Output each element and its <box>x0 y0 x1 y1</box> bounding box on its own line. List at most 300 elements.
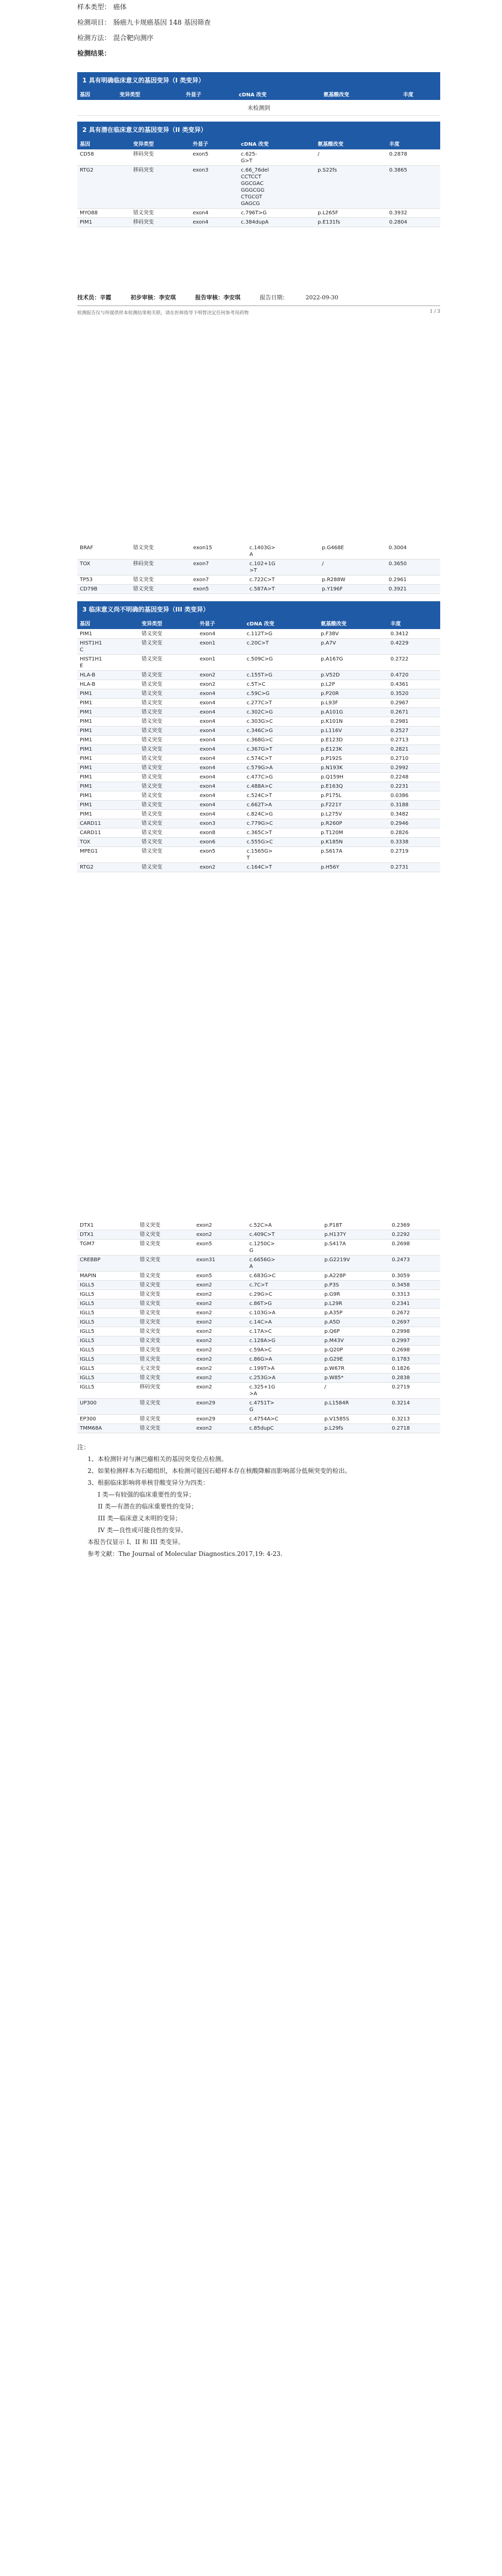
variant-cell: c.29G>C <box>247 1290 322 1299</box>
reference: 参考文献：The Journal of Molecular Diagnostics.2017,19: 4-23. <box>88 1550 283 1557</box>
variant-cell: p.Q20P <box>322 1346 389 1355</box>
variant-cell: 错义突变 <box>139 689 197 699</box>
column-header: 基因 <box>77 138 131 150</box>
variant-cell: c.103G>A <box>247 1309 322 1318</box>
variant-cell: 0.2719 <box>388 847 440 863</box>
variant-cell: c.1565G> T <box>244 847 318 863</box>
variant-cell: p.Q6P <box>322 1327 389 1336</box>
variant-row <box>77 736 440 745</box>
variant-cell: c.7C>T <box>247 1281 322 1290</box>
variant-row <box>77 1364 440 1374</box>
section1-title: 1 具有明确临床意义的基因变异（I 类变异） <box>77 72 440 88</box>
variant-cell: 错义突变 <box>137 1346 194 1355</box>
variant-cell: 错义突变 <box>139 754 197 764</box>
variant-cell: exon6 <box>197 838 244 847</box>
section2-table <box>77 138 440 227</box>
variant-row <box>77 575 440 585</box>
variant-cell: c.409C>T <box>247 1230 322 1240</box>
variant-cell: HIST1H1 C <box>77 639 139 655</box>
variant-cell: 0.3188 <box>388 801 440 810</box>
variant-cell: 错义突变 <box>139 680 197 689</box>
variant-cell: 0.2967 <box>388 699 440 708</box>
variant-cell: c.164C>T <box>244 863 318 872</box>
variant-cell: c.722C>T <box>247 575 320 585</box>
variant-cell: exon4 <box>197 773 244 782</box>
sample-type-label: 样本类型： <box>77 4 111 11</box>
variant-cell: TOX <box>77 560 130 575</box>
section3-table <box>77 617 440 872</box>
variant-cell: exon4 <box>197 745 244 754</box>
variant-row <box>77 655 440 671</box>
variant-cell: HIST1H1 E <box>77 655 139 671</box>
variant-cell: c.779G>C <box>244 819 318 828</box>
variant-cell: 0.2713 <box>388 736 440 745</box>
variant-cell: c.683G>C <box>247 1272 322 1281</box>
variant-cell: 0.2672 <box>389 1309 440 1318</box>
variant-cell: PIM1 <box>77 699 139 708</box>
variant-cell: CREBBP <box>77 1256 137 1272</box>
variant-cell: PIM1 <box>77 745 139 754</box>
variant-cell: c.477C>G <box>244 773 318 782</box>
variant-cell: IGLL5 <box>77 1364 137 1374</box>
variant-row <box>77 1309 440 1318</box>
variant-cell: 错义突变 <box>139 801 197 810</box>
variant-row <box>77 639 440 655</box>
variant-cell: RTG2 <box>77 863 139 872</box>
table-header <box>77 88 440 100</box>
variant-cell: exon4 <box>197 726 244 736</box>
variant-cell: exon4 <box>197 736 244 745</box>
column-header: cDNA 改变 <box>238 138 315 150</box>
variant-cell: 0.4720 <box>388 671 440 680</box>
variant-cell: exon2 <box>194 1281 247 1290</box>
variant-cell: c.59A>C <box>247 1346 322 1355</box>
variant-cell: IGLL5 <box>77 1281 137 1290</box>
variant-cell: IGLL5 <box>77 1374 137 1383</box>
variant-cell: p.A35P <box>322 1309 389 1318</box>
variant-row <box>77 773 440 782</box>
note-item: IV 类—良性或可能良性的变异。 <box>98 1527 187 1534</box>
variant-cell: BRAF <box>77 544 130 560</box>
variant-cell: TMM68A <box>77 1424 137 1433</box>
variant-cell: exon4 <box>190 218 238 227</box>
variant-cell: 错义突变 <box>139 736 197 745</box>
variant-cell: exon5 <box>191 585 247 594</box>
column-header: cDNA 改变 <box>236 88 321 100</box>
variant-cell: IGLL5 <box>77 1383 137 1399</box>
variant-cell: IGLL5 <box>77 1327 137 1336</box>
column-header: 外显子 <box>197 617 244 630</box>
variant-cell: 0.2981 <box>388 717 440 726</box>
variant-cell: p.N193K <box>318 764 388 773</box>
variant-cell: exon5 <box>197 847 244 863</box>
variant-cell: 0.2671 <box>388 708 440 717</box>
variant-cell: p.R260P <box>318 819 388 828</box>
column-header: 氨基酸改变 <box>315 138 387 150</box>
variant-cell: 错义突变 <box>139 745 197 754</box>
report-date: 报告日期： 2022-09-30 <box>259 294 338 301</box>
variant-cell: IGLL5 <box>77 1290 137 1299</box>
variant-cell: c.1403G> A <box>247 544 320 560</box>
variant-cell: p.L2P <box>318 680 388 689</box>
variant-cell: exon7 <box>191 575 247 585</box>
variant-cell: exon4 <box>197 717 244 726</box>
variant-cell: c.14C>A <box>247 1318 322 1327</box>
variant-row <box>77 1355 440 1364</box>
variant-row <box>77 1424 440 1433</box>
variant-cell: 错义突变 <box>139 847 197 863</box>
tester: 技术员：辛霞 <box>77 294 111 301</box>
variant-cell: p.P20R <box>318 689 388 699</box>
variant-cell: exon2 <box>194 1221 247 1230</box>
variant-cell: exon29 <box>194 1415 247 1424</box>
variant-cell: p.P175L <box>318 791 388 801</box>
variant-cell: 错义突变 <box>137 1336 194 1346</box>
variant-cell: 错义突变 <box>137 1290 194 1299</box>
variant-cell: 错义突变 <box>139 810 197 819</box>
variant-cell: PIM1 <box>77 791 139 801</box>
notes-label: 注： <box>77 1444 90 1451</box>
variant-cell: TOX <box>77 838 139 847</box>
variant-cell: IGLL5 <box>77 1336 137 1346</box>
variant-cell: p.A5D <box>322 1318 389 1327</box>
variant-cell: c.796T>G <box>238 209 315 218</box>
variant-cell: p.H56Y <box>318 863 388 872</box>
variant-cell: 错义突变 <box>137 1240 194 1256</box>
variant-cell: c.367G>T <box>244 745 318 754</box>
variant-cell: 0.2992 <box>388 764 440 773</box>
variant-row <box>77 1230 440 1240</box>
variant-cell: 移码突变 <box>131 218 191 227</box>
variant-row <box>77 1415 440 1424</box>
variant-cell: c.4754A>C <box>247 1415 322 1424</box>
variant-cell: IGLL5 <box>77 1346 137 1355</box>
column-header: 变异类型 <box>139 617 197 630</box>
variant-cell: 0.2826 <box>388 828 440 838</box>
variant-cell: 0.2821 <box>388 745 440 754</box>
variant-cell: CARD11 <box>77 828 139 838</box>
note-item: II 类—有潜在的临床重要性的变异； <box>98 1503 198 1510</box>
variant-row <box>77 1327 440 1336</box>
variant-cell: 0.2698 <box>389 1240 440 1256</box>
variant-cell: c.509C>G <box>244 655 318 671</box>
variant-cell: p.G29E <box>322 1355 389 1364</box>
variant-cell: c.6656G> A <box>247 1256 322 1272</box>
column-header: 基因 <box>77 88 117 100</box>
project-value: 肠癌九卡规癌基因 148 基因筛查 <box>113 19 211 27</box>
variant-cell: p.K185N <box>318 838 388 847</box>
variant-cell: p.Y196F <box>319 585 386 594</box>
column-header: 丰度 <box>387 138 440 150</box>
variant-row <box>77 1272 440 1281</box>
variant-cell: 0.1783 <box>389 1355 440 1364</box>
variant-row <box>77 218 440 227</box>
variant-row <box>77 1256 440 1272</box>
variant-cell: c.524C>T <box>244 791 318 801</box>
variant-cell: p.E131fs <box>315 218 387 227</box>
variant-cell: p.K101N <box>318 717 388 726</box>
variant-row <box>77 708 440 717</box>
variant-row <box>77 585 440 594</box>
variant-cell: 0.3520 <box>388 689 440 699</box>
variant-cell: c.102+1G >T <box>247 560 320 575</box>
reviewer: 初步审核：李安琪 <box>130 294 176 301</box>
variant-cell: exon5 <box>190 150 238 166</box>
variant-cell: 0.2341 <box>389 1299 440 1309</box>
variant-cell: IGLL5 <box>77 1299 137 1309</box>
variant-row <box>77 544 440 560</box>
variant-cell: 0.3412 <box>388 630 440 639</box>
variant-cell: exon2 <box>194 1290 247 1299</box>
column-header: cDNA 改变 <box>244 617 318 630</box>
variant-cell: exon2 <box>194 1383 247 1399</box>
variant-cell: 错义突变 <box>130 544 191 560</box>
variant-cell: 0.0386 <box>388 791 440 801</box>
variant-cell: RTG2 <box>77 166 131 209</box>
variant-row <box>77 150 440 166</box>
variant-cell: 0.2878 <box>387 150 440 166</box>
variant-cell: PIM1 <box>77 764 139 773</box>
variant-cell: PIM1 <box>77 708 139 717</box>
variant-row <box>77 726 440 736</box>
variant-cell: 错义突变 <box>137 1230 194 1240</box>
variant-cell: 0.4361 <box>388 680 440 689</box>
variant-cell: 错义突变 <box>137 1399 194 1415</box>
variant-cell: p.P192S <box>318 754 388 764</box>
variant-cell: p.E123K <box>318 745 388 754</box>
notes <box>77 1442 440 1560</box>
variant-cell: 0.2838 <box>389 1374 440 1383</box>
variant-cell: p.V52D <box>318 671 388 680</box>
variant-cell: c.1250C> G <box>247 1240 322 1256</box>
variant-row <box>77 1290 440 1299</box>
variant-cell: exon4 <box>197 699 244 708</box>
variant-cell: 0.2731 <box>388 863 440 872</box>
variant-cell: PIM1 <box>77 726 139 736</box>
variant-row <box>77 828 440 838</box>
variant-cell: exon2 <box>197 671 244 680</box>
sample-type-value: 癌体 <box>113 4 127 11</box>
variant-cell: exon2 <box>194 1309 247 1318</box>
variant-row <box>77 791 440 801</box>
variant-cell: 0.2231 <box>388 782 440 791</box>
variant-cell: EP300 <box>77 1415 137 1424</box>
variant-cell: c.488A>C <box>244 782 318 791</box>
section2-continued-table <box>77 544 440 594</box>
variant-cell: 错义突变 <box>131 209 191 218</box>
variant-cell: 0.2997 <box>389 1336 440 1346</box>
variant-cell: DTX1 <box>77 1221 137 1230</box>
variant-cell: exon5 <box>194 1240 247 1256</box>
variant-row <box>77 1240 440 1256</box>
variant-cell: p.P3S <box>322 1281 389 1290</box>
variant-cell: 0.1826 <box>389 1364 440 1374</box>
section1-none: 未检测到 <box>77 100 440 116</box>
variant-cell: c.199T>A <box>247 1364 322 1374</box>
variant-cell: PIM1 <box>77 773 139 782</box>
variant-row <box>77 699 440 708</box>
note-item: III 类—临床意义未明的变异； <box>98 1515 182 1522</box>
variant-cell: 错义突变 <box>137 1221 194 1230</box>
variant-cell: exon2 <box>194 1336 247 1346</box>
variant-cell: exon1 <box>197 639 244 655</box>
variant-cell: 移码突变 <box>131 166 191 209</box>
variant-cell: p.E123D <box>318 736 388 745</box>
variant-cell: c.365C>T <box>244 828 318 838</box>
variant-row <box>77 847 440 863</box>
variant-cell: 0.2292 <box>389 1230 440 1240</box>
variant-cell: 错义突变 <box>137 1318 194 1327</box>
column-header: 外显子 <box>183 88 236 100</box>
variant-cell: IGLL5 <box>77 1318 137 1327</box>
variant-cell: c.277C>T <box>244 699 318 708</box>
variant-row <box>77 782 440 791</box>
variant-cell: exon4 <box>197 754 244 764</box>
variant-row <box>77 1221 440 1230</box>
variant-cell: MPEG1 <box>77 847 139 863</box>
notes-list <box>77 1453 440 1548</box>
variant-cell: p.G468E <box>319 544 386 560</box>
variant-cell: p.L275V <box>318 810 388 819</box>
column-header: 变异类型 <box>117 88 183 100</box>
variant-cell: PIM1 <box>77 218 131 227</box>
variant-cell: c.384dupA <box>238 218 315 227</box>
variant-row <box>77 764 440 773</box>
variant-cell: 移码突变 <box>131 150 191 166</box>
note-item: 2、如果检测样本为石蜡组织，本检测可能因石蜡样本存在核酸降解而影响部分低频突变的检出。 <box>88 1467 351 1475</box>
variant-cell: IGLL5 <box>77 1355 137 1364</box>
variant-cell: c.574C>T <box>244 754 318 764</box>
variant-cell: / <box>322 1383 389 1399</box>
variant-cell: PIM1 <box>77 630 139 639</box>
variant-cell: 0.2473 <box>389 1256 440 1272</box>
footer-text: 检测报告仅与所提供样本检测结果相关联，请在医师指导下明智决定任何参考用药物 <box>77 311 249 316</box>
variant-cell: CARD11 <box>77 819 139 828</box>
sample-type-row <box>77 0 440 15</box>
variant-cell: PIM1 <box>77 754 139 764</box>
note-item: 1、本检测针对与淋巴瘤相关的基因突变位点检测。 <box>88 1455 228 1463</box>
sample-info <box>77 0 440 62</box>
variant-row <box>77 838 440 847</box>
variant-cell: p.L116V <box>318 726 388 736</box>
variant-cell: 错义突变 <box>139 671 197 680</box>
signature-line <box>77 293 440 301</box>
variant-cell: p.H137Y <box>322 1230 389 1240</box>
variant-cell: 错义突变 <box>139 828 197 838</box>
variant-cell: 0.3313 <box>389 1290 440 1299</box>
variant-cell: exon2 <box>194 1299 247 1309</box>
variant-cell: 错义突变 <box>139 773 197 782</box>
variant-cell: 0.3650 <box>386 560 440 575</box>
variant-cell: c.253G>A <box>247 1374 322 1383</box>
variant-cell: 0.3214 <box>389 1399 440 1415</box>
variant-cell: exon2 <box>194 1374 247 1383</box>
variant-cell: p.A228P <box>322 1272 389 1281</box>
variant-cell: c.325+1G >A <box>247 1383 322 1399</box>
variant-cell: c.5T>C <box>244 680 318 689</box>
note-item: 本报告仅显示 I、II 和 III 类变异。 <box>88 1538 184 1546</box>
variant-cell: UP300 <box>77 1399 137 1415</box>
variant-cell: c.625- G>T <box>238 150 315 166</box>
variant-cell: 0.3004 <box>386 544 440 560</box>
result-label: 检测结果： <box>77 50 111 58</box>
variant-row <box>77 819 440 828</box>
variant-cell: 错义突变 <box>137 1355 194 1364</box>
variant-cell: / <box>319 560 386 575</box>
variant-cell: IGLL5 <box>77 1309 137 1318</box>
variant-row <box>77 1399 440 1415</box>
variant-cell: exon2 <box>194 1424 247 1433</box>
variant-cell: 错义突变 <box>139 819 197 828</box>
section2-title: 2 具有潜在临床意义的基因变异（II 类变异） <box>77 122 440 138</box>
variant-cell: 错义突变 <box>139 639 197 655</box>
approver: 报告审核：李安琪 <box>195 294 240 301</box>
variant-cell: 错义突变 <box>139 717 197 726</box>
variant-cell: p.G2219V <box>322 1256 389 1272</box>
variant-cell: 错义突变 <box>139 630 197 639</box>
variant-cell: c.303G>C <box>244 717 318 726</box>
variant-cell: exon4 <box>190 209 238 218</box>
variant-cell: p.V1585S <box>322 1415 389 1424</box>
variant-cell: exon7 <box>191 560 247 575</box>
variant-cell: MYO88 <box>77 209 131 218</box>
variant-cell: PIM1 <box>77 782 139 791</box>
variant-row <box>77 689 440 699</box>
variant-cell: p.A101G <box>318 708 388 717</box>
variant-cell: PIM1 <box>77 801 139 810</box>
project-row <box>77 15 440 31</box>
variant-cell: exon2 <box>194 1318 247 1327</box>
variant-cell: 错义突变 <box>137 1424 194 1433</box>
variant-cell: exon2 <box>194 1327 247 1336</box>
variant-cell: PIM1 <box>77 689 139 699</box>
variant-cell: 0.2804 <box>387 218 440 227</box>
variant-row <box>77 1336 440 1346</box>
variant-cell: PIM1 <box>77 717 139 726</box>
column-header: 基因 <box>77 617 139 630</box>
variant-cell: exon4 <box>197 630 244 639</box>
variant-row <box>77 209 440 218</box>
variant-cell: exon8 <box>197 828 244 838</box>
note-item: I 类—有较强的临床重要性的变异； <box>98 1491 195 1498</box>
variant-cell: HLA-B <box>77 671 139 680</box>
variant-cell: c.346C>G <box>244 726 318 736</box>
variant-cell: 错义突变 <box>137 1272 194 1281</box>
variant-cell: PIM1 <box>77 736 139 745</box>
section3-title: 3 临床意义尚不明确的基因变异（III 类变异） <box>77 601 440 617</box>
variant-cell: 错义突变 <box>139 791 197 801</box>
variant-cell: HLA-B <box>77 680 139 689</box>
method-label: 检测方法： <box>77 35 111 42</box>
variant-cell: 错义突变 <box>137 1299 194 1309</box>
variant-cell: p.L29fs <box>322 1424 389 1433</box>
variant-row <box>77 1374 440 1383</box>
variant-cell: exon4 <box>197 764 244 773</box>
variant-row <box>77 754 440 764</box>
variant-cell: 错义突变 <box>139 782 197 791</box>
variant-row <box>77 1346 440 1355</box>
variant-cell: exon4 <box>197 801 244 810</box>
variant-cell: DTX1 <box>77 1230 137 1240</box>
variant-cell: 错义突变 <box>139 764 197 773</box>
variant-cell: 错义突变 <box>139 655 197 671</box>
variant-cell: 错义突变 <box>139 708 197 717</box>
variant-row <box>77 810 440 819</box>
variant-cell: 错义突变 <box>130 585 191 594</box>
variant-cell: TP53 <box>77 575 130 585</box>
variant-cell: p.L1584R <box>322 1399 389 1415</box>
variant-cell: exon2 <box>197 863 244 872</box>
